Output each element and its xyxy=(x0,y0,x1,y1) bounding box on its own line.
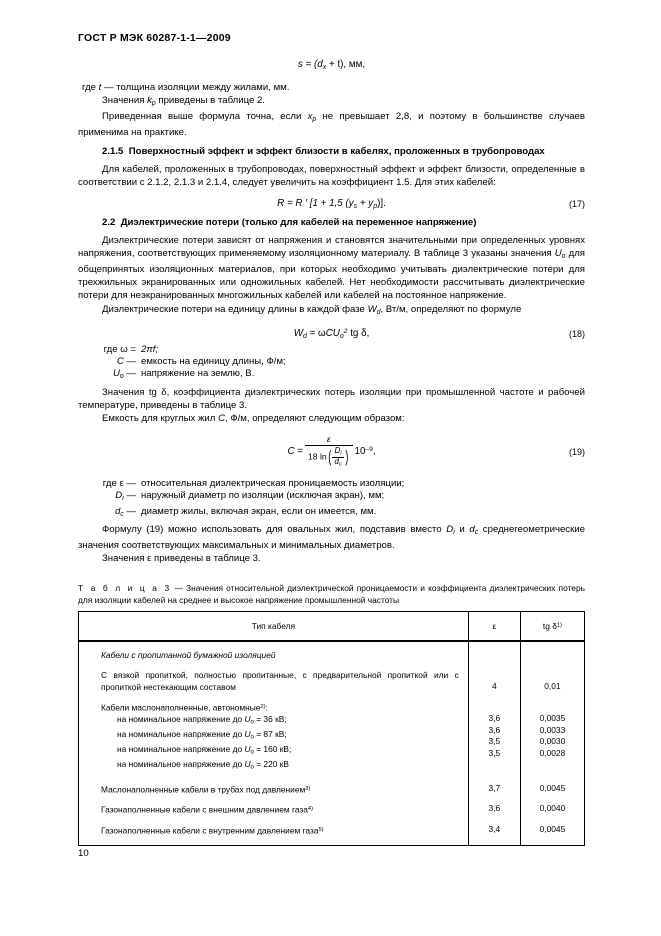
heading-2-1-5-text: Поверхностный эффект и эффект близости в кабелях, проложенных в трубопроводах xyxy=(128,145,545,157)
formula-17-sub1: s xyxy=(353,203,358,211)
cell-epsilon xyxy=(468,775,520,796)
group-label: Кабели с пропитанной бумажной изоляцией xyxy=(101,650,276,660)
definition-text: наружный диаметр по изоляции (исключая экран), мм; xyxy=(141,490,385,502)
table-3-caption-text: Значения относительной диэлектрической проницаемости и коэффициента диэлектрических потерь для изоляции кабелей на среднее и высокое напряжение промышленной частоты xyxy=(78,583,585,605)
symbol-W-sub: d xyxy=(376,308,381,316)
paragraph-dielectric-losses xyxy=(78,234,585,302)
cell-epsilon xyxy=(468,795,520,816)
row-label-footnote: 4) xyxy=(307,806,313,813)
definition-text: относительная диэлектрическая проницаемость изоляции; xyxy=(141,477,405,489)
value-tg-delta: 0,0035 xyxy=(539,713,566,723)
formula-19-number: (19) xyxy=(568,446,585,457)
definition-row xyxy=(78,506,585,521)
xp-text-b: не превышает 2,8, и поэтому в большинстве случаев применима на практике. xyxy=(78,110,585,138)
row-label-text: Кабели маслонаполненные, автономные xyxy=(101,702,261,713)
paragraph-tg-delta xyxy=(78,386,585,412)
symbol-U-sub: o xyxy=(250,765,254,772)
kp-text-b: приведены в таблице 2. xyxy=(155,94,265,106)
symbol-U: U xyxy=(554,248,562,260)
table-3-caption xyxy=(78,583,585,606)
heading-2-1-5-number: 2.1.5 xyxy=(102,145,124,157)
where-t-text: — толщина изоляции между жилами, мм. xyxy=(101,81,290,93)
definitions-19 xyxy=(78,478,585,521)
symbol-U-sub: o xyxy=(250,719,254,726)
symbol-C-round: C xyxy=(218,412,225,424)
symbol-U: U xyxy=(244,728,251,739)
paragraph-epsilon-values xyxy=(78,552,585,565)
value-tg-delta: 0,0030 xyxy=(539,736,566,747)
sublist-text-b: = 87 кВ; xyxy=(253,728,287,739)
table-3-dash: — xyxy=(171,583,187,594)
sublist-item xyxy=(117,714,468,729)
heading-2-2 xyxy=(78,216,585,229)
table-row xyxy=(79,693,585,775)
value-tg-delta: 0,0045 xyxy=(539,782,566,793)
sublist-item xyxy=(117,759,468,774)
table-row xyxy=(79,641,585,661)
value-epsilon: 4 xyxy=(491,681,497,691)
wd-text-b: , Вт/м, определяют по формуле xyxy=(380,303,522,315)
formula-17-number: (17) xyxy=(568,199,585,210)
cell-type xyxy=(79,693,469,775)
paragraph-pipe-cables xyxy=(78,163,585,189)
definition-label: C — xyxy=(116,355,136,367)
table-row xyxy=(79,816,585,846)
row-label-footnote: 5) xyxy=(318,826,324,833)
symbol-U-18-sup: 2 xyxy=(343,327,348,335)
symbol-D-oval: D xyxy=(446,523,454,535)
column-header-type: Тип кабеля xyxy=(79,612,469,642)
symbol-U: U xyxy=(244,744,251,755)
sublist-text-a: на номинальное напряжение до xyxy=(117,728,245,739)
formula-19-factor: 10 xyxy=(354,445,366,457)
formula-17-body: R = R ′ [1 + 1,5 (y xyxy=(277,198,354,210)
oval-mid: и xyxy=(454,523,470,535)
row-label xyxy=(79,816,468,846)
wd-text-a: Диэлектрические потери на единицу длины в каждой фазе xyxy=(102,303,368,315)
definition-text: емкость на единицу длины, Ф/м; xyxy=(141,355,286,367)
definitions-18 xyxy=(78,344,585,384)
page-number: 10 xyxy=(78,848,89,859)
formula-19-ln: 18 ln xyxy=(308,451,327,462)
sublist-item xyxy=(117,744,468,759)
value-epsilon: 3,7 xyxy=(488,782,501,793)
cell-type xyxy=(79,775,469,796)
symbol-U-18: U xyxy=(332,327,340,339)
table-header-row xyxy=(79,612,585,642)
formula-18-number: (18) xyxy=(568,328,585,339)
row-label xyxy=(79,693,468,714)
pipe-cables-text: Для кабелей, проложенных в трубопроводах, поверхностный эффект и эффект близости, определенные в соответствии с 2.1.2, 2.1.3 и 2.1.4, следует увеличить на коэффициент 1.5. Для этих кабелей: xyxy=(78,163,585,188)
where-prefix: где xyxy=(82,81,99,93)
symbol-U-sub: o xyxy=(561,253,566,261)
heading-2-2-text: Диэлектрические потери (только для кабелей на переменное напряжение) xyxy=(120,217,477,229)
cell-tg-delta xyxy=(520,661,584,693)
formula-s-rhs-tail: + t), мм, xyxy=(326,58,366,70)
cell-epsilon xyxy=(468,661,520,693)
cell-type xyxy=(79,661,469,693)
page-content xyxy=(78,32,585,846)
cell-tg-delta xyxy=(520,641,584,661)
formula-19-numerator: ε xyxy=(305,435,353,446)
row-label: С вязкой пропиткой, полностью пропитанные, с предварительной пропиткой или с пропиткой нестекающим составом xyxy=(101,670,459,692)
dl-text-b: для общепринятых изоляционных материалов, при которых необходимо учитывать диэлектрические потери для трехжильных экранированных или одножильных кабелей. Нет необходимости рассчитывать диэлектрические потери для неэкранированных многожильных кабелей или кабелей на постоянное напряжение. xyxy=(78,248,585,302)
symbol-C: C xyxy=(325,327,333,339)
symbol-k: k xyxy=(147,94,152,106)
value-tg-delta: 0,0045 xyxy=(539,823,566,834)
column-header-tg-delta-footnote: 1) xyxy=(556,622,562,629)
row-label xyxy=(79,795,468,816)
cell-type xyxy=(79,795,469,816)
symbol-x-sub: p xyxy=(312,115,317,123)
value-tg-delta: 0,0028 xyxy=(539,747,566,758)
paragraph-xp xyxy=(78,110,585,139)
formula-s-rhs: (d xyxy=(314,58,323,70)
table-row xyxy=(79,795,585,816)
formula-18-tg: tg xyxy=(347,327,362,339)
definition-label: где ε — xyxy=(102,477,136,489)
formula-19-denominator xyxy=(305,446,353,468)
symbol-delta: δ, xyxy=(361,327,370,339)
formula-s-lhs: s xyxy=(297,58,303,70)
formula-19-inner-fraction xyxy=(332,447,344,468)
formula-18-eq: = xyxy=(306,327,319,339)
definition-text: 2πf; xyxy=(141,343,159,355)
oval-text-a: Формулу (19) можно использовать для овальных жил, подставив вместо xyxy=(102,523,447,535)
symbol-W: W xyxy=(367,303,377,315)
sublist-text-a: на номинальное напряжение до xyxy=(117,759,245,770)
symbol-omega: ω xyxy=(318,327,326,339)
symbol-d-oval: d xyxy=(469,523,475,535)
cell-tg-delta xyxy=(520,795,584,816)
value-epsilon: 3,5 xyxy=(488,736,501,747)
symbol-Di: D xyxy=(334,446,341,456)
sublist xyxy=(79,714,468,775)
definition-label-dc: $d_c$ — xyxy=(114,505,136,518)
formula-18 xyxy=(78,328,585,340)
formula-s xyxy=(78,59,585,71)
row-label-text: Газонаполненные кабели с внешним давлением газа xyxy=(101,804,308,815)
table-3 xyxy=(78,611,585,846)
oval-text-b: среднегеометрические значения соответствующих максимальных и минимальных диаметров. xyxy=(78,523,585,551)
heading-2-1-5 xyxy=(78,145,585,158)
formula-17-mid: + y xyxy=(357,198,374,210)
definition-row xyxy=(78,368,585,383)
value-tg-delta: 0,01 xyxy=(544,681,561,691)
row-label-text: Газонаполненные кабели с внутренним давлением газа xyxy=(101,825,319,836)
formula-19-fraction xyxy=(305,435,353,468)
sublist-text-a: на номинальное напряжение до xyxy=(117,713,245,724)
table-row xyxy=(79,661,585,693)
symbol-U: U xyxy=(244,759,251,770)
tg-delta-text: Значения tg δ, коэффициента диэлектрических потерь изоляции при промышленной частоте и рабочей температуре, приведены в таблице 3. xyxy=(78,386,585,411)
cell-type xyxy=(79,641,469,661)
document-header: ГОСТ Р МЭК 60287-1-1—2009 xyxy=(78,32,231,44)
row-label-footnote: 3) xyxy=(305,785,311,792)
definition-label-Di: $D_i$ — xyxy=(115,490,136,503)
epsilon-values-text: Значения ε приведены в таблице 3. xyxy=(102,553,261,565)
cell-tg-delta xyxy=(520,775,584,796)
symbol-x: x xyxy=(307,110,313,122)
paragraph-capacitance xyxy=(78,412,585,425)
definition-label-Uo: $U_o$ — xyxy=(112,368,136,381)
symbol-dc: d xyxy=(334,457,339,467)
value-tg-delta: 0,0040 xyxy=(539,803,566,814)
symbol-Di-sub: i xyxy=(340,450,342,457)
formula-19 xyxy=(78,435,585,469)
paragraph-oval-conductors xyxy=(78,523,585,552)
value-epsilon: 3,6 xyxy=(488,803,501,814)
symbol-dc-sub: c xyxy=(338,461,342,468)
value-epsilon: 3,4 xyxy=(488,823,501,834)
table-3-label: Т а б л и ц а 3 xyxy=(78,583,172,594)
symbol-U-18-sub: o xyxy=(339,332,344,340)
sublist-text-b: = 36 кВ; xyxy=(253,713,287,724)
row-label xyxy=(79,775,468,796)
symbol-d-oval-sub: c xyxy=(474,528,479,536)
definition-row xyxy=(78,344,585,356)
formula-17 xyxy=(78,198,585,210)
symbol-t: t xyxy=(98,81,102,93)
formula-18-lhs: W xyxy=(293,327,303,339)
value-epsilon: 3,6 xyxy=(488,724,501,735)
definition-text: диаметр жилы, включая экран, если он имеется, мм. xyxy=(141,505,377,517)
definition-row xyxy=(78,478,585,490)
cell-type xyxy=(79,816,469,846)
kp-text-a: Значения xyxy=(102,94,148,106)
formula-19-eq: = xyxy=(297,445,303,457)
symbol-U-sub: o xyxy=(250,734,254,741)
cell-tg-delta xyxy=(520,693,584,775)
formula-19-tail: , xyxy=(372,445,376,457)
column-header-epsilon: ε xyxy=(468,612,520,642)
table-3-body xyxy=(79,641,585,846)
formula-s-eq: = xyxy=(305,58,312,70)
column-header-tg-delta-label: tg δ xyxy=(542,621,557,631)
cell-epsilon xyxy=(468,693,520,775)
heading-2-2-number: 2.2 xyxy=(102,217,116,229)
cell-epsilon xyxy=(468,816,520,846)
sublist-text-b: = 220 кВ xyxy=(253,759,289,770)
formula-17-tail: )]. xyxy=(377,198,386,210)
paragraph-wd xyxy=(78,303,585,319)
dl-text-a: Диэлектрические потери зависят от напряжения и становятся значительными при определенных уровнях напряжения, соответствующих применяемому изоляционному материалу. В таблице 3 указаны значения xyxy=(78,235,585,260)
formula-17-sub2: p xyxy=(373,203,378,211)
definition-row xyxy=(78,356,585,368)
cell-tg-delta xyxy=(520,816,584,846)
value-tg-delta: 0,0033 xyxy=(539,724,566,735)
left-paren: ( xyxy=(327,447,332,467)
value-epsilon: 3,6 xyxy=(488,713,501,723)
paragraph-where-t xyxy=(78,81,585,94)
sublist-text-a: на номинальное напряжение до xyxy=(117,744,245,755)
formula-s-rhs-sub: x xyxy=(322,63,327,71)
row-label-text: Маслонаполненные кабели в трубах под давлением xyxy=(101,784,306,795)
symbol-U-sub: o xyxy=(250,749,254,756)
formula-18-lhs-sub: d xyxy=(302,332,307,340)
definition-row xyxy=(78,490,585,505)
right-paren: ) xyxy=(345,447,349,467)
formula-19-lhs: C xyxy=(287,445,295,457)
xp-text-a: Приведенная выше формула точна, если xyxy=(102,110,308,122)
table-row xyxy=(79,775,585,796)
table-3-head xyxy=(79,612,585,642)
row-label-footnote: 2) xyxy=(260,704,266,710)
symbol-U: U xyxy=(244,713,251,724)
value-epsilon: 3,5 xyxy=(488,747,501,758)
column-header-tg-delta xyxy=(520,612,584,642)
sublist-item xyxy=(117,729,468,744)
row-label-tail: : xyxy=(265,702,268,713)
cap-text-a: Емкость для круглых жил xyxy=(102,412,219,424)
cap-text-b: , Ф/м, определяют следующим образом: xyxy=(225,412,405,424)
symbol-k-sub: p xyxy=(151,99,156,107)
paragraph-kp xyxy=(78,94,585,110)
definition-label: где ω = xyxy=(103,343,136,355)
definition-text: напряжение на землю, В. xyxy=(141,368,255,380)
symbol-D-oval-sub: i xyxy=(453,528,455,536)
sublist-text-b: = 160 кВ; xyxy=(253,744,292,755)
cell-epsilon xyxy=(468,641,520,661)
formula-19-factor-exp: –9 xyxy=(365,445,373,453)
